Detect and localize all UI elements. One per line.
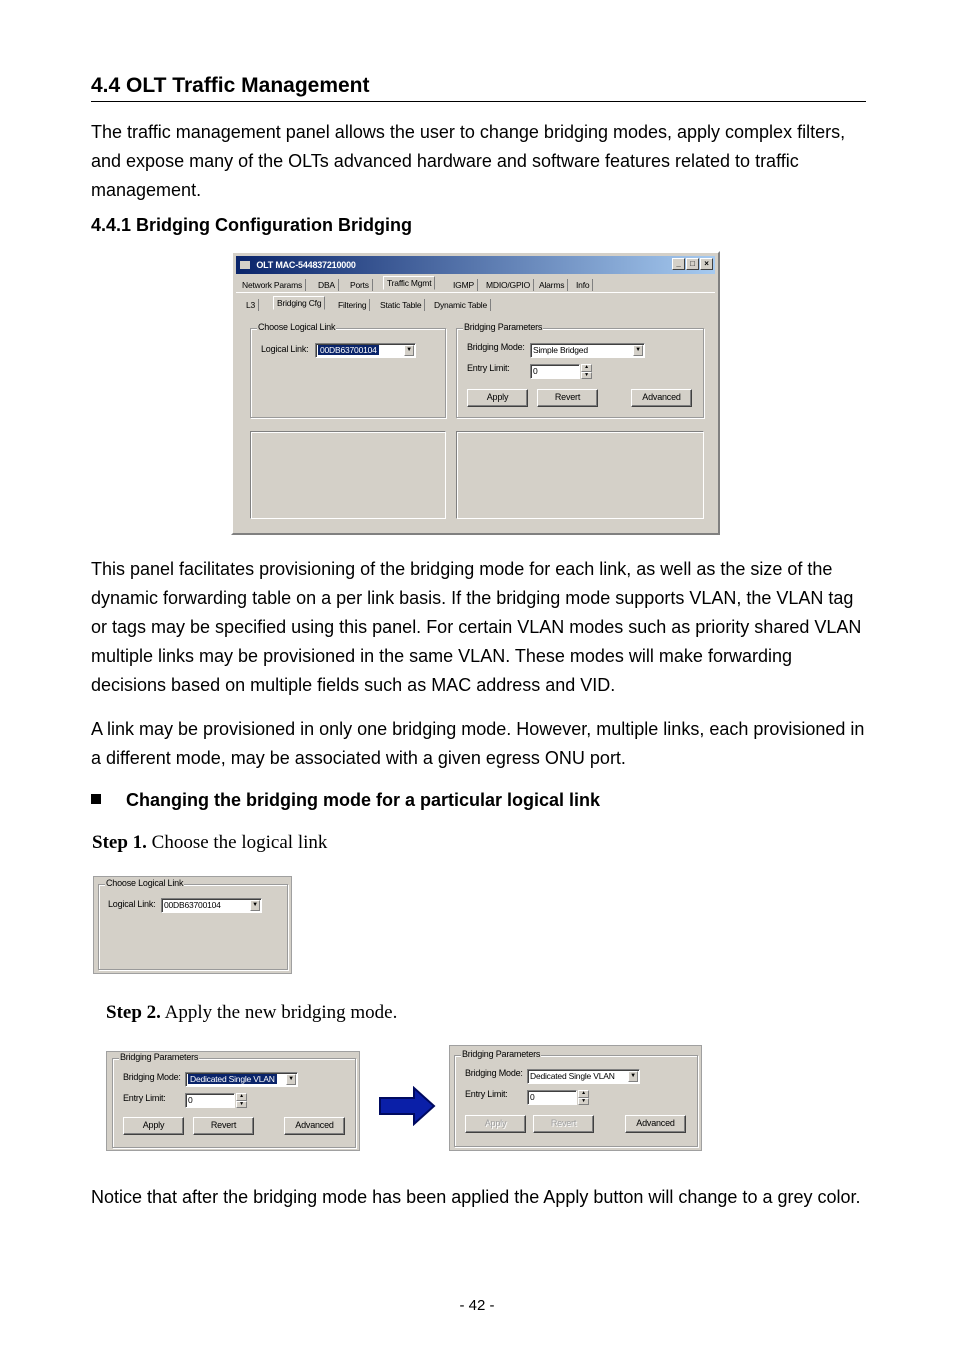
intro-paragraph: The traffic management panel allows the user to change bridging modes, apply complex filters, and expose many of the OLTs advanced hardware and software features related to traffic management.: [91, 122, 846, 200]
before-apply-button[interactable]: Apply: [123, 1117, 184, 1135]
spin-down-icon[interactable]: ▼: [578, 1098, 589, 1106]
tab-igmp[interactable]: IGMP: [450, 279, 478, 291]
tab-network-params[interactable]: Network Params: [239, 279, 306, 291]
minimize-icon[interactable]: _: [672, 258, 685, 270]
maximize-icon[interactable]: □: [686, 258, 699, 270]
window-title: OLT MAC-544837210000: [256, 260, 356, 270]
after-bridging-group: [454, 1049, 698, 1147]
logical-link-group: [250, 322, 446, 418]
subsection-heading: 4.4.1 Bridging Configuration Bridging: [91, 215, 412, 235]
entry-limit-input[interactable]: [530, 364, 580, 379]
chevron-down-icon[interactable]: ▼: [286, 1074, 296, 1085]
step1-logical-value: 00DB63700104: [164, 900, 221, 910]
step1-group-title: Choose Logical Link: [106, 878, 184, 888]
bullet-text: Changing the bridging mode for a particular logical link: [126, 790, 601, 810]
before-bridging-group: [112, 1052, 356, 1148]
step-2-text: Apply the new bridging mode.: [164, 1002, 398, 1023]
tab-ports[interactable]: Ports: [347, 279, 373, 291]
after-limit-label: Entry Limit:: [465, 1089, 508, 1099]
after-mode-value: Dedicated Single VLAN: [530, 1071, 615, 1081]
before-limit-input[interactable]: [185, 1093, 235, 1108]
right-arrow-icon: [378, 1086, 436, 1126]
chevron-down-icon[interactable]: ▼: [404, 345, 414, 356]
window-titlebar: [236, 256, 715, 274]
tab-mdio-gpio[interactable]: MDIO/GPIO: [483, 279, 534, 291]
step-1-text: Choose the logical link: [151, 832, 328, 853]
spin-down-icon[interactable]: ▼: [236, 1101, 247, 1109]
revert-button[interactable]: Revert: [537, 389, 598, 407]
entry-limit-value: 0: [533, 366, 538, 376]
close-icon[interactable]: ×: [700, 258, 713, 270]
spin-up-icon[interactable]: ▲: [578, 1090, 589, 1098]
tab-bridging-cfg[interactable]: Bridging Cfg: [273, 296, 325, 310]
chevron-down-icon[interactable]: ▼: [628, 1071, 638, 1082]
bridging-mode-select[interactable]: [530, 343, 645, 358]
logical-link-label: Logical Link:: [261, 344, 309, 354]
tab-dba[interactable]: DBA: [315, 279, 339, 291]
lower-left-panel: [250, 431, 446, 519]
bridging-params-title: Bridging Parameters: [464, 322, 543, 332]
after-advanced-button[interactable]: Advanced: [625, 1115, 686, 1133]
entry-limit-spinner[interactable]: [581, 364, 592, 379]
spin-up-icon[interactable]: ▲: [581, 364, 592, 372]
step-1-panel: [93, 876, 292, 974]
step1-logical-select[interactable]: [161, 898, 262, 913]
after-mode-label: Bridging Mode:: [465, 1068, 523, 1078]
step-1-label: Step 1.: [92, 832, 147, 853]
step1-logical-label: Logical Link:: [108, 899, 156, 909]
step1-logical-group: [98, 878, 288, 970]
before-mode-value: Dedicated Single VLAN: [190, 1074, 275, 1084]
before-revert-button[interactable]: Revert: [193, 1117, 254, 1135]
logical-link-value: 00DB63700104: [320, 345, 377, 355]
before-advanced-button[interactable]: Advanced: [284, 1117, 345, 1135]
before-limit-label: Entry Limit:: [123, 1093, 166, 1103]
after-apply-button-disabled: Apply: [465, 1115, 526, 1133]
tab-traffic-mgmt[interactable]: Traffic Mgmt: [383, 276, 435, 290]
before-limit-spinner[interactable]: [236, 1093, 247, 1108]
body-paragraph-1: This panel facilitates provisioning of the bridging mode for each link, as well as the size of the dynamic forwarding table on a per link basis. If the bridging mode supports VLAN, the VLAN tag or tags may be specified using this panel. For certain VLAN modes such as priority shared VLAN multiple links may be provisioned in the same VLAN. These modes will make forwarding decisions based on multiple fields such as MAC address and VID.: [91, 559, 862, 695]
olt-window: [231, 251, 720, 535]
app-icon: [240, 261, 250, 269]
before-limit-value: 0: [188, 1095, 193, 1105]
after-limit-input[interactable]: [527, 1090, 577, 1105]
after-mode-select[interactable]: [527, 1069, 640, 1084]
tab-static-table[interactable]: Static Table: [377, 299, 425, 311]
step-2-heading: [106, 1002, 397, 1024]
after-limit-spinner[interactable]: [578, 1090, 589, 1105]
chevron-down-icon[interactable]: ▼: [633, 345, 643, 356]
spin-up-icon[interactable]: ▲: [236, 1093, 247, 1101]
page-number: - 42 -: [459, 1297, 495, 1314]
logical-link-group-title: Choose Logical Link: [258, 322, 336, 332]
after-limit-value: 0: [530, 1092, 535, 1102]
section-heading: 4.4 OLT Traffic Management: [91, 74, 866, 102]
before-group-title: Bridging Parameters: [120, 1052, 199, 1062]
advanced-button[interactable]: Advanced: [631, 389, 692, 407]
bridging-mode-value: Simple Bridged: [533, 345, 588, 355]
bridging-params-group: [456, 322, 704, 418]
bullet-square-icon: [91, 794, 101, 804]
step-2-after-panel: [449, 1045, 702, 1151]
bullet-item: [91, 790, 600, 811]
after-group-title: Bridging Parameters: [462, 1049, 541, 1059]
lower-right-panel: [456, 431, 704, 519]
tab-dynamic-table[interactable]: Dynamic Table: [431, 299, 491, 311]
apply-button[interactable]: Apply: [467, 389, 528, 407]
tab-filtering[interactable]: Filtering: [335, 299, 370, 311]
step-2-before-panel: [106, 1051, 360, 1151]
before-mode-select[interactable]: [185, 1072, 298, 1087]
body-paragraph-2: A link may be provisioned in only one bridging mode. However, multiple links, each provisioned in a different mode, may be associated with a given egress ONU port.: [91, 719, 865, 768]
spin-down-icon[interactable]: ▼: [581, 372, 592, 380]
step-1-heading: [92, 832, 327, 854]
notice-paragraph: Notice that after the bridging mode has been applied the Apply button will change to a grey color.: [91, 1187, 861, 1207]
after-revert-button-disabled: Revert: [533, 1115, 594, 1133]
chevron-down-icon[interactable]: ▼: [250, 900, 260, 911]
tab-info[interactable]: Info: [573, 279, 593, 291]
entry-limit-label: Entry Limit:: [467, 363, 510, 373]
tab-l3[interactable]: L3: [243, 299, 259, 311]
before-mode-label: Bridging Mode:: [123, 1072, 181, 1082]
bridging-mode-label: Bridging Mode:: [467, 342, 525, 352]
logical-link-select[interactable]: [315, 343, 416, 358]
step-2-label: Step 2.: [106, 1002, 161, 1023]
tab-alarms[interactable]: Alarms: [536, 279, 568, 291]
